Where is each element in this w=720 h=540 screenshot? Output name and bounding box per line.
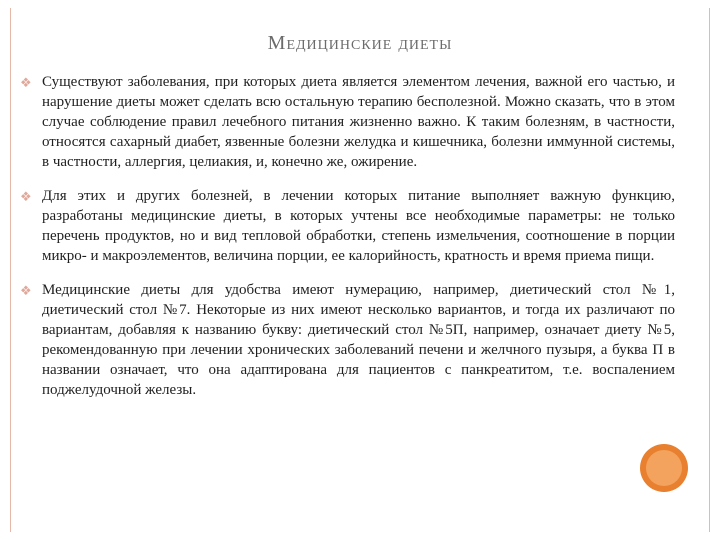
bullet-text: Медицинские диеты для удобства имеют нумерацию, например, диетический стол №1, диетический стол №7. Некоторые из них имеют несколько вариантов, и тогда их различают по вариантам, добавляя к названию букву: диетический стол №5П, например, означает диету №5, рекомендованную при лечении хронических заболеваний печени и желчного пузыря, а буква П в названии означает, что она адаптирована для пациентов с панкреатитом, т.е. воспалением поджелудочной железы. bbox=[42, 282, 675, 398]
bullet-item bbox=[20, 72, 675, 172]
slide-title: Медицинские диеты bbox=[267, 32, 453, 54]
orange-circle-decoration-inner bbox=[646, 450, 682, 486]
slide-content bbox=[20, 72, 675, 414]
bullet-diamond-icon: ❖ bbox=[20, 283, 32, 298]
bullet-text: Для этих и других болезней, в лечении которых питание выполняет важную функцию, разработаны медицинские диеты, в которых учтены все необходимые параметры: не только перечень продуктов, но и вид тепловой обработки, степень измельчения, соотношение в порции микро- и макроэлементов, величина порции, ее калорийность, кратность и время приема пищи. bbox=[42, 188, 675, 264]
bullet-item bbox=[20, 280, 675, 400]
bullet-diamond-icon: ❖ bbox=[20, 189, 32, 204]
bullet-text: Существуют заболевания, при которых диета является элементом лечения, важной его частью, и нарушение диеты может сделать всю остальную терапию бесполезной. Можно сказать, что в этом случае соблюдение правил лечебного питания жизненно важно. К таким болезням, в частности, относятся сахарный диабет, язвенные болезни желудка и кишечника, болезни иммунной системы, в частности, аллергия, целиакия, и, конечно же, ожирение. bbox=[42, 74, 675, 170]
slide-border-left bbox=[10, 8, 11, 532]
slide-border-right bbox=[709, 8, 710, 532]
bullet-diamond-icon: ❖ bbox=[20, 75, 32, 90]
bullet-item bbox=[20, 186, 675, 266]
